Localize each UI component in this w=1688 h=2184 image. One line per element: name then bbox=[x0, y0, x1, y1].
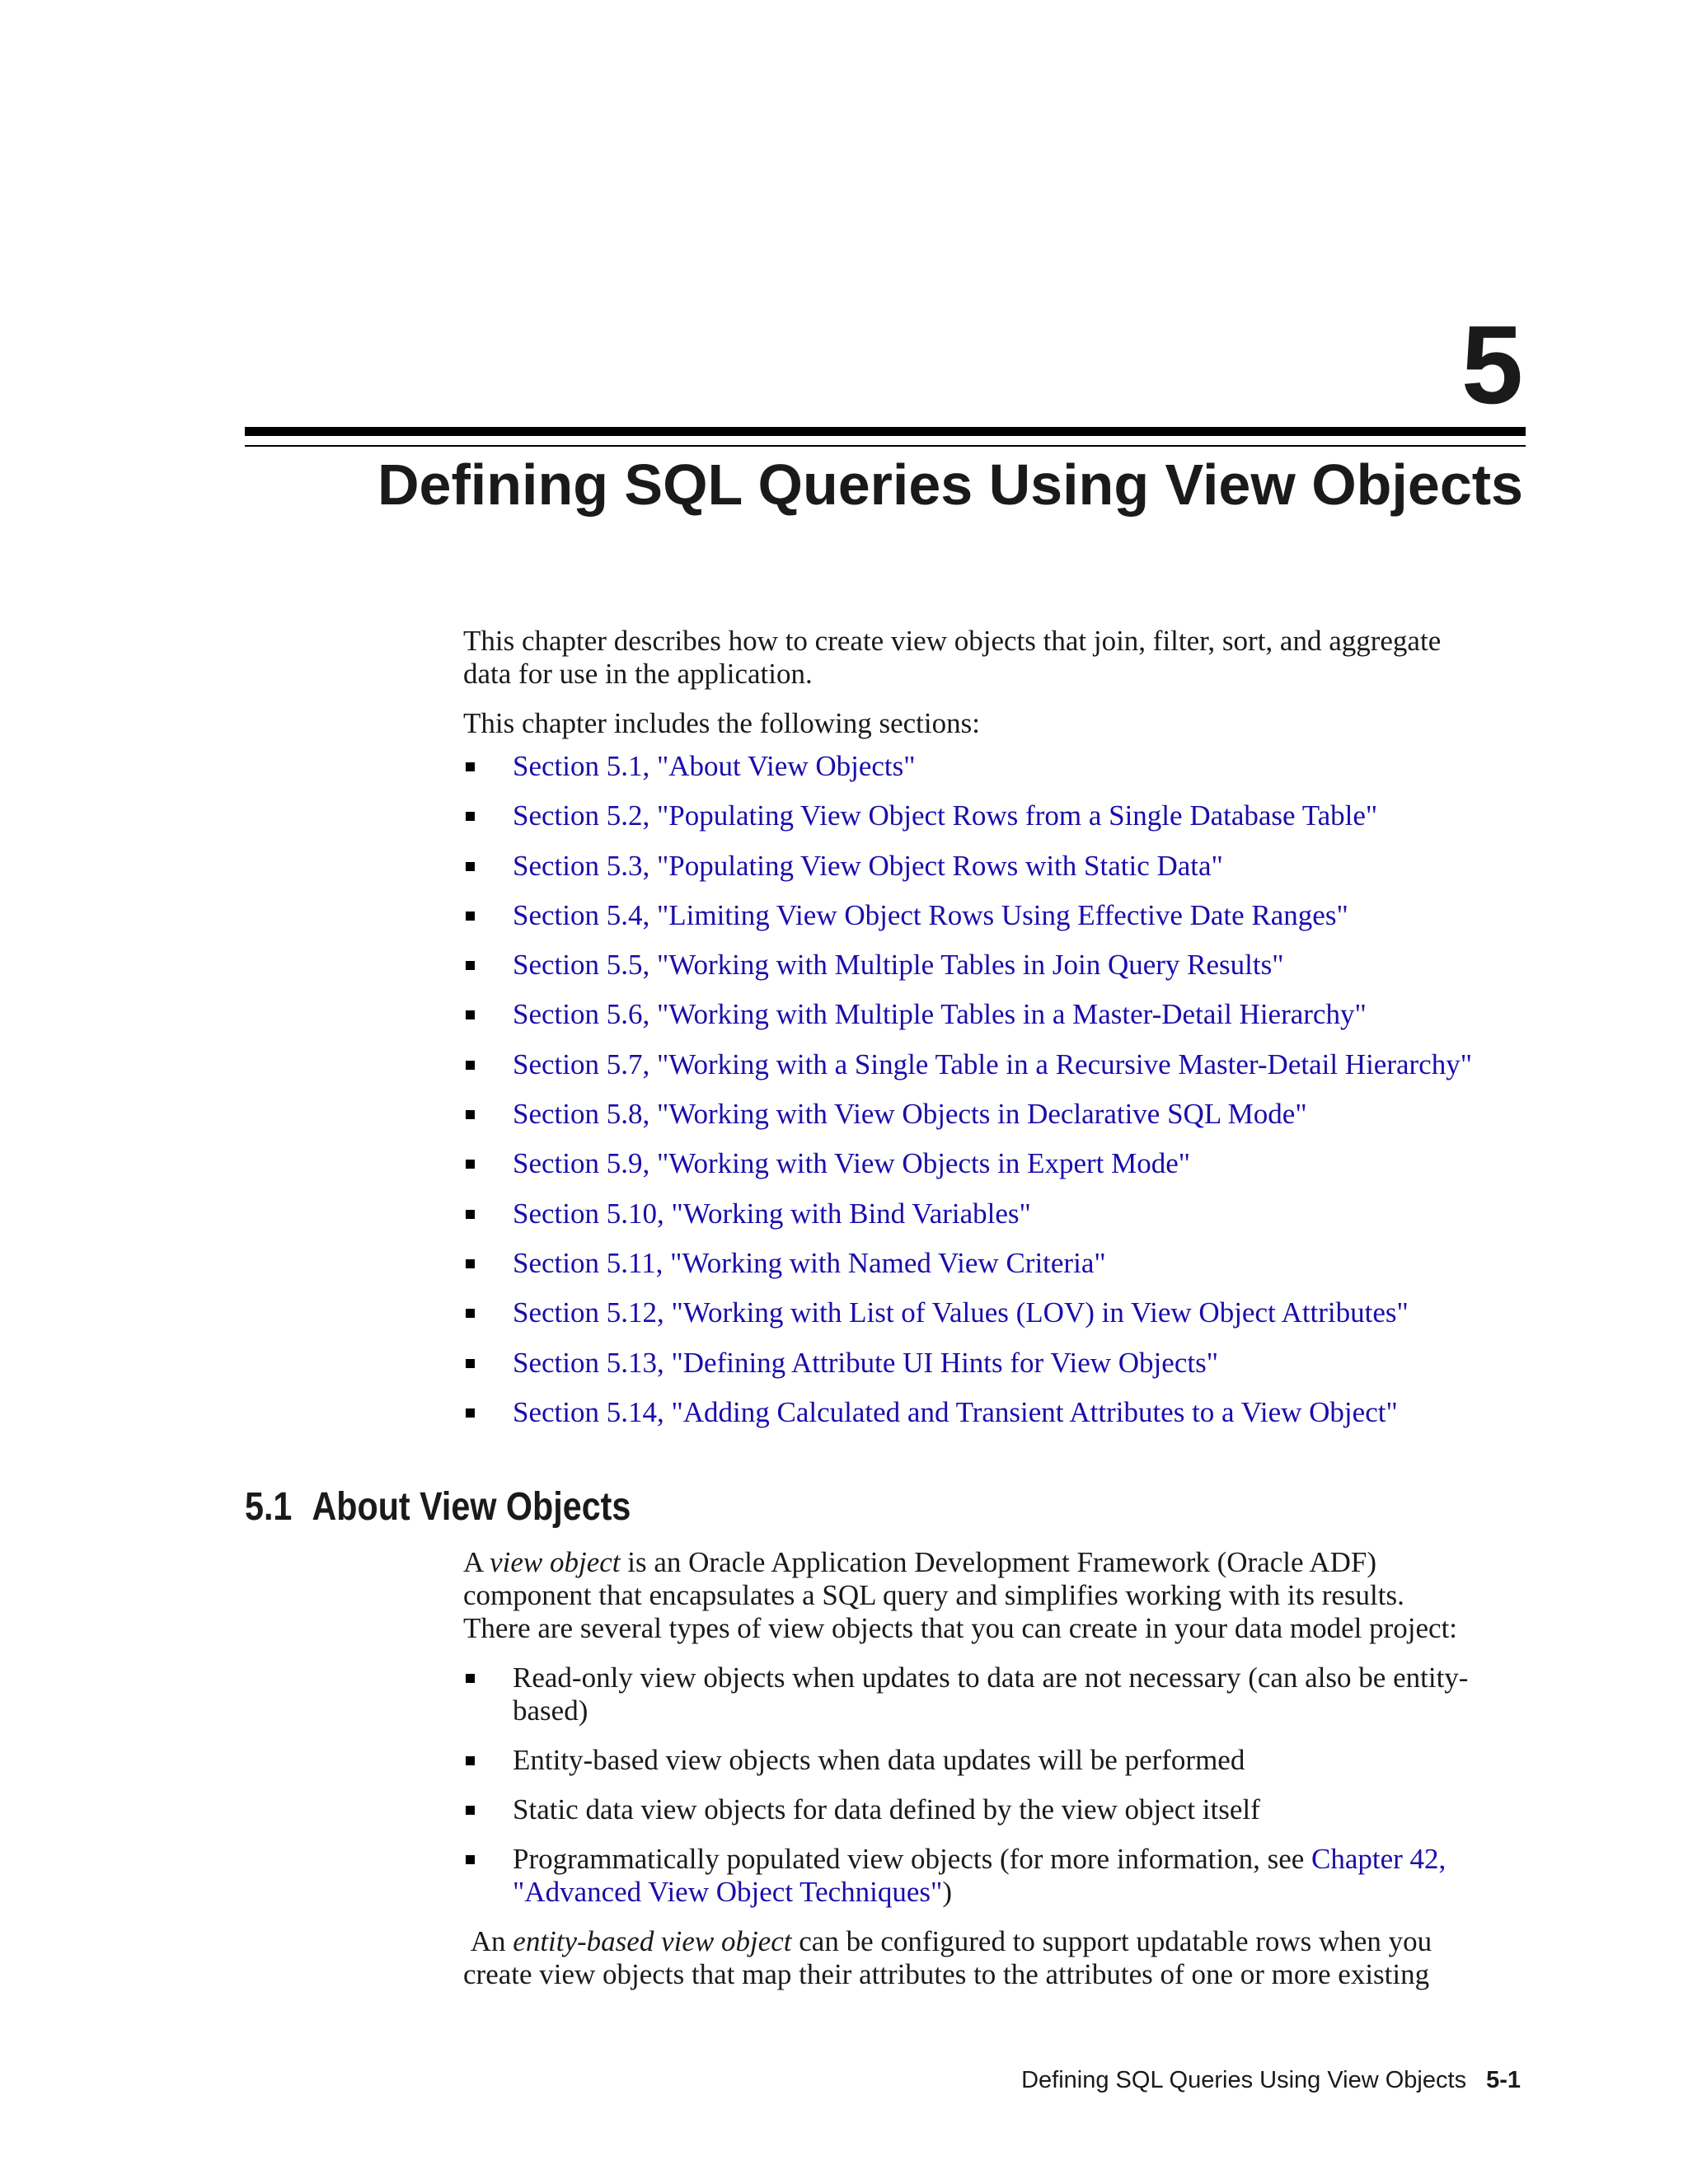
chapter-rule-thick bbox=[245, 427, 1526, 436]
bullet-icon bbox=[466, 1309, 475, 1318]
bullet-icon bbox=[466, 1110, 475, 1119]
list-item bbox=[463, 949, 1472, 998]
bullet-icon bbox=[466, 1408, 475, 1418]
section-link-5-2[interactable]: Section 5.2, "Populating View Object Rows from a Single Database Table" bbox=[513, 799, 1378, 832]
list-item bbox=[463, 1661, 1535, 1727]
sections-lead: This chapter includes the following sections: bbox=[463, 707, 980, 739]
text-run: An bbox=[470, 1925, 513, 1957]
bullet-icon bbox=[466, 1806, 475, 1815]
text-run: create view objects that map their attributes to the attributes of one or more existing bbox=[463, 1958, 1430, 1990]
section-link-5-6[interactable]: Section 5.6, "Working with Multiple Tables in a Master-Detail Hierarchy" bbox=[513, 998, 1367, 1031]
list-item bbox=[463, 1744, 1535, 1777]
section-title: About View Objects bbox=[312, 1485, 631, 1529]
section-link-5-9[interactable]: Section 5.9, "Working with View Objects in Expert Mode" bbox=[513, 1147, 1191, 1180]
chapter-rule-thin bbox=[245, 445, 1526, 447]
list-item bbox=[463, 1296, 1472, 1346]
term-view-object: view object bbox=[490, 1546, 621, 1578]
section-link-5-3[interactable]: Section 5.3, "Populating View Object Rows with Static Data" bbox=[513, 849, 1223, 882]
list-item-text: Static data view objects for data defined by the view object itself bbox=[513, 1793, 1260, 1825]
text-run: component that encapsulates a SQL query and simplifies working with its results. bbox=[463, 1579, 1404, 1611]
list-item bbox=[463, 1396, 1472, 1446]
section-link-5-14[interactable]: Section 5.14, "Adding Calculated and Transient Attributes to a View Object" bbox=[513, 1395, 1398, 1428]
bullet-icon bbox=[466, 1160, 475, 1169]
list-item bbox=[463, 1843, 1535, 1909]
text-run: ) bbox=[942, 1876, 952, 1908]
intro-paragraph bbox=[463, 625, 1535, 691]
view-object-types-list bbox=[463, 1661, 1535, 1925]
list-item-text: Entity-based view objects when data updates will be performed bbox=[513, 1744, 1245, 1776]
list-item bbox=[463, 1197, 1472, 1247]
bullet-icon bbox=[466, 912, 475, 921]
text-run: There are several types of view objects that you can create in your data model project: bbox=[463, 1612, 1458, 1644]
list-item bbox=[463, 850, 1472, 899]
list-item bbox=[463, 1347, 1472, 1396]
section-link-5-7[interactable]: Section 5.7, "Working with a Single Table in a Recursive Master-Detail Hierarchy" bbox=[513, 1047, 1473, 1080]
bullet-icon bbox=[466, 812, 475, 821]
section-link-5-1[interactable]: Section 5.1, "About View Objects" bbox=[513, 750, 916, 782]
list-item bbox=[463, 750, 1472, 799]
bullet-icon bbox=[466, 762, 475, 771]
section-link-5-8[interactable]: Section 5.8, "Working with View Objects in Declarative SQL Mode" bbox=[513, 1098, 1307, 1131]
bullet-icon bbox=[466, 1359, 475, 1368]
bullet-icon bbox=[466, 961, 475, 970]
page-number: 5-1 bbox=[1486, 2067, 1521, 2093]
text-run: A bbox=[463, 1546, 490, 1578]
list-item bbox=[463, 1147, 1472, 1197]
bullet-icon bbox=[466, 1259, 475, 1268]
list-item bbox=[463, 998, 1472, 1047]
section-link-5-11[interactable]: Section 5.11, "Working with Named View Criteria" bbox=[513, 1246, 1106, 1279]
list-item bbox=[463, 1247, 1472, 1296]
list-item bbox=[463, 899, 1472, 949]
bullet-icon bbox=[466, 1855, 475, 1864]
intro-line-2: data for use in the application. bbox=[463, 658, 813, 690]
text-run: can be configured to support updatable rows when you bbox=[791, 1925, 1432, 1957]
section-heading bbox=[245, 1483, 631, 1532]
text-run: is an Oracle Application Development Framework (Oracle ADF) bbox=[620, 1546, 1377, 1578]
section-number: 5.1 bbox=[245, 1485, 293, 1529]
page-footer bbox=[1021, 2065, 1521, 2095]
list-item-text: Programmatically populated view objects (for more information, see bbox=[513, 1843, 1312, 1875]
view-object-definition bbox=[463, 1546, 1535, 1645]
footer-title: Defining SQL Queries Using View Objects bbox=[1021, 2067, 1467, 2093]
chapter-42-link[interactable]: Chapter 42, "Advanced View Object Techniques" bbox=[513, 1843, 1447, 1908]
list-item bbox=[463, 1098, 1472, 1147]
bullet-icon bbox=[466, 1010, 475, 1019]
section-link-5-10[interactable]: Section 5.10, "Working with Bind Variables" bbox=[513, 1197, 1031, 1230]
section-link-list bbox=[463, 750, 1472, 1446]
section-link-5-5[interactable]: Section 5.5, "Working with Multiple Tables in Join Query Results" bbox=[513, 949, 1284, 982]
list-item bbox=[463, 799, 1472, 849]
bullet-icon bbox=[466, 1674, 475, 1683]
section-link-5-13[interactable]: Section 5.13, "Defining Attribute UI Hints for View Objects" bbox=[513, 1346, 1218, 1379]
term-entity-based-view-object: entity-based view object bbox=[513, 1925, 792, 1957]
entity-based-paragraph bbox=[463, 1925, 1535, 1991]
chapter-title: Defining SQL Queries Using View Objects bbox=[377, 452, 1523, 517]
bullet-icon bbox=[466, 862, 475, 871]
bullet-icon bbox=[466, 1210, 475, 1219]
list-item bbox=[463, 1793, 1535, 1826]
list-item bbox=[463, 1048, 1472, 1098]
intro-line-1: This chapter describes how to create view objects that join, filter, sort, and aggregate bbox=[463, 625, 1442, 657]
bullet-icon bbox=[466, 1756, 475, 1765]
chapter-number: 5 bbox=[1461, 302, 1523, 427]
list-item-text: Read-only view objects when updates to data are not necessary (can also be entity-based) bbox=[513, 1661, 1469, 1727]
bullet-icon bbox=[466, 1061, 475, 1070]
section-link-5-12[interactable]: Section 5.12, "Working with List of Values (LOV) in View Object Attributes" bbox=[513, 1296, 1409, 1329]
section-link-5-4[interactable]: Section 5.4, "Limiting View Object Rows Using Effective Date Ranges" bbox=[513, 898, 1348, 931]
